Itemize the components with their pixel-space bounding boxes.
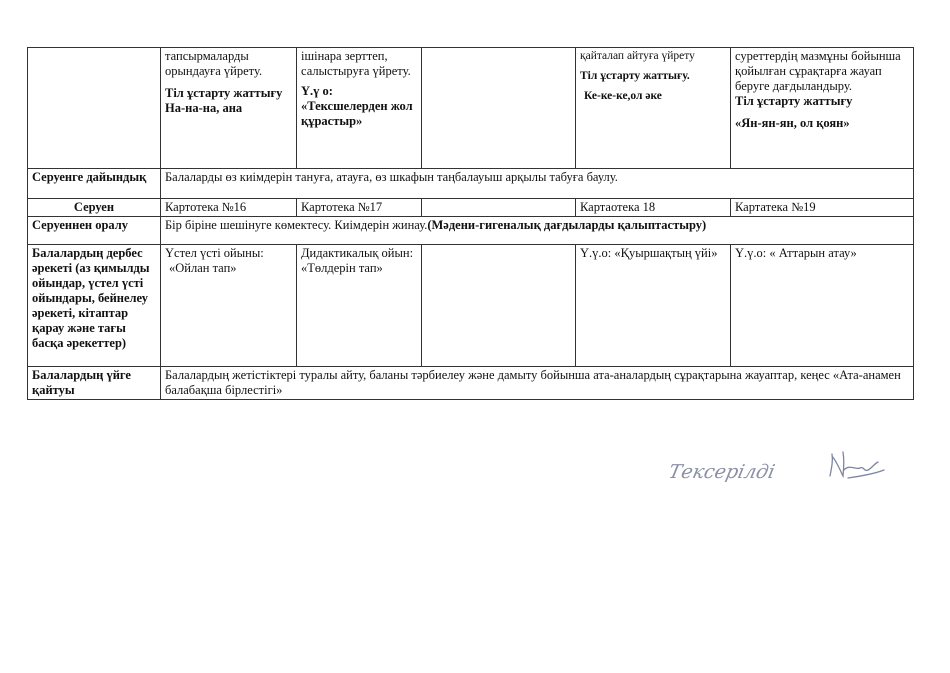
task-text: ішінара зерттеп, салыстыруға үйрету. (301, 49, 411, 78)
signature-word: Тексерілді (666, 460, 777, 483)
table-row-activity (28, 245, 914, 367)
task-text: суреттердің мазмұны бойынша қойылған сұрақтарға жауап беруге дағдыландыру. (735, 49, 901, 93)
plan-table (27, 47, 914, 400)
cell-activity-col2 (161, 245, 297, 367)
row-text-bold: (Мәдени-гигеналық дағдыларды қалыптастыру) (427, 218, 707, 232)
game-text: Дидактикалық ойын: «Төлдерін тап» (301, 246, 414, 275)
exercise-text: «Ян-ян-ян, ол қоян» (735, 116, 850, 130)
signature-initials-stroke (830, 452, 884, 478)
row-text: Балаларды өз киімдерін тануға, атауға, өз шкафын таңбалауыш арқылы табуға баулу. (161, 169, 914, 199)
game-type: Ү.ү о: (301, 84, 333, 98)
game-title: «Ойлан тап» (169, 261, 237, 275)
table-row-return (28, 217, 914, 245)
table-row-walk (28, 199, 914, 217)
cell-activity-col3 (297, 245, 422, 367)
cell-activity-col5: Ү.ү.о: «Қуыршақтың үйі» (576, 245, 731, 367)
row-label: Серуен (28, 199, 161, 217)
exercise-text: Тіл ұстарту жаттығу На-на-на, ана (165, 86, 283, 115)
cell-walk-col5: Картаотека 18 (576, 199, 731, 217)
row-label: Серуеннен оралу (28, 217, 161, 245)
row-text: Балалардың жетістіктері туралы айту, баланы тәрбиелеу және дамыту бойынша ата-аналардың сұрақтарына жауаптар, кеңес «Ата-анамен балабақша бірлестігі» (161, 367, 914, 400)
row-label: Серуенге дайындық (28, 169, 161, 199)
handwritten-signature (666, 448, 912, 493)
cell-row-top-col2 (161, 48, 297, 169)
table-row-home (28, 367, 914, 400)
cell-row-top-col3 (297, 48, 422, 169)
cell-activity-col6: Ү.ү.о: « Аттарын атау» (731, 245, 914, 367)
game-type: Үстел үсті ойыны: (165, 246, 264, 260)
cell-walk-col6: Картатека №19 (731, 199, 914, 217)
row-text: Бір біріне шешінуге көмектесу. Киімдерін жинау. (165, 218, 428, 232)
exercise-text: Ке-ке-ке,ол әке (584, 90, 662, 102)
game-title: «Тексшелерден жол құрастыр» (301, 99, 413, 128)
exercise-heading: Тіл ұстарту жаттығу. (580, 70, 690, 82)
row-label: Балалардың дербес әрекеті (аз қимылды ойындар, үстел үсті ойындары, бейнелеу әрекеті, кітаптар қарау және тағы басқа әрекеттер) (28, 245, 161, 367)
cell-walk-col2: Картотека №16 (161, 199, 297, 217)
row-label: Балалардың үйге қайтуы (28, 367, 161, 400)
exercise-heading: Тіл ұстарту жаттығу (735, 94, 853, 108)
signature-image (666, 448, 912, 493)
cell-row-top-col4 (422, 48, 576, 169)
table-row-top (28, 48, 914, 169)
cell-walk-col3: Картотека №17 (297, 199, 422, 217)
cell-activity-col4 (422, 245, 576, 367)
task-text: тапсырмаларды орындауға үйрету. (165, 49, 263, 78)
row-text-cell (161, 217, 914, 245)
cell-row-top-col5 (576, 48, 731, 169)
cell-row-top-col6 (731, 48, 914, 169)
task-text: қайталап айтуға үйрету (580, 50, 695, 62)
cell-walk-col4 (422, 199, 576, 217)
cell-row-top-label (28, 48, 161, 169)
table-row-prep (28, 169, 914, 199)
